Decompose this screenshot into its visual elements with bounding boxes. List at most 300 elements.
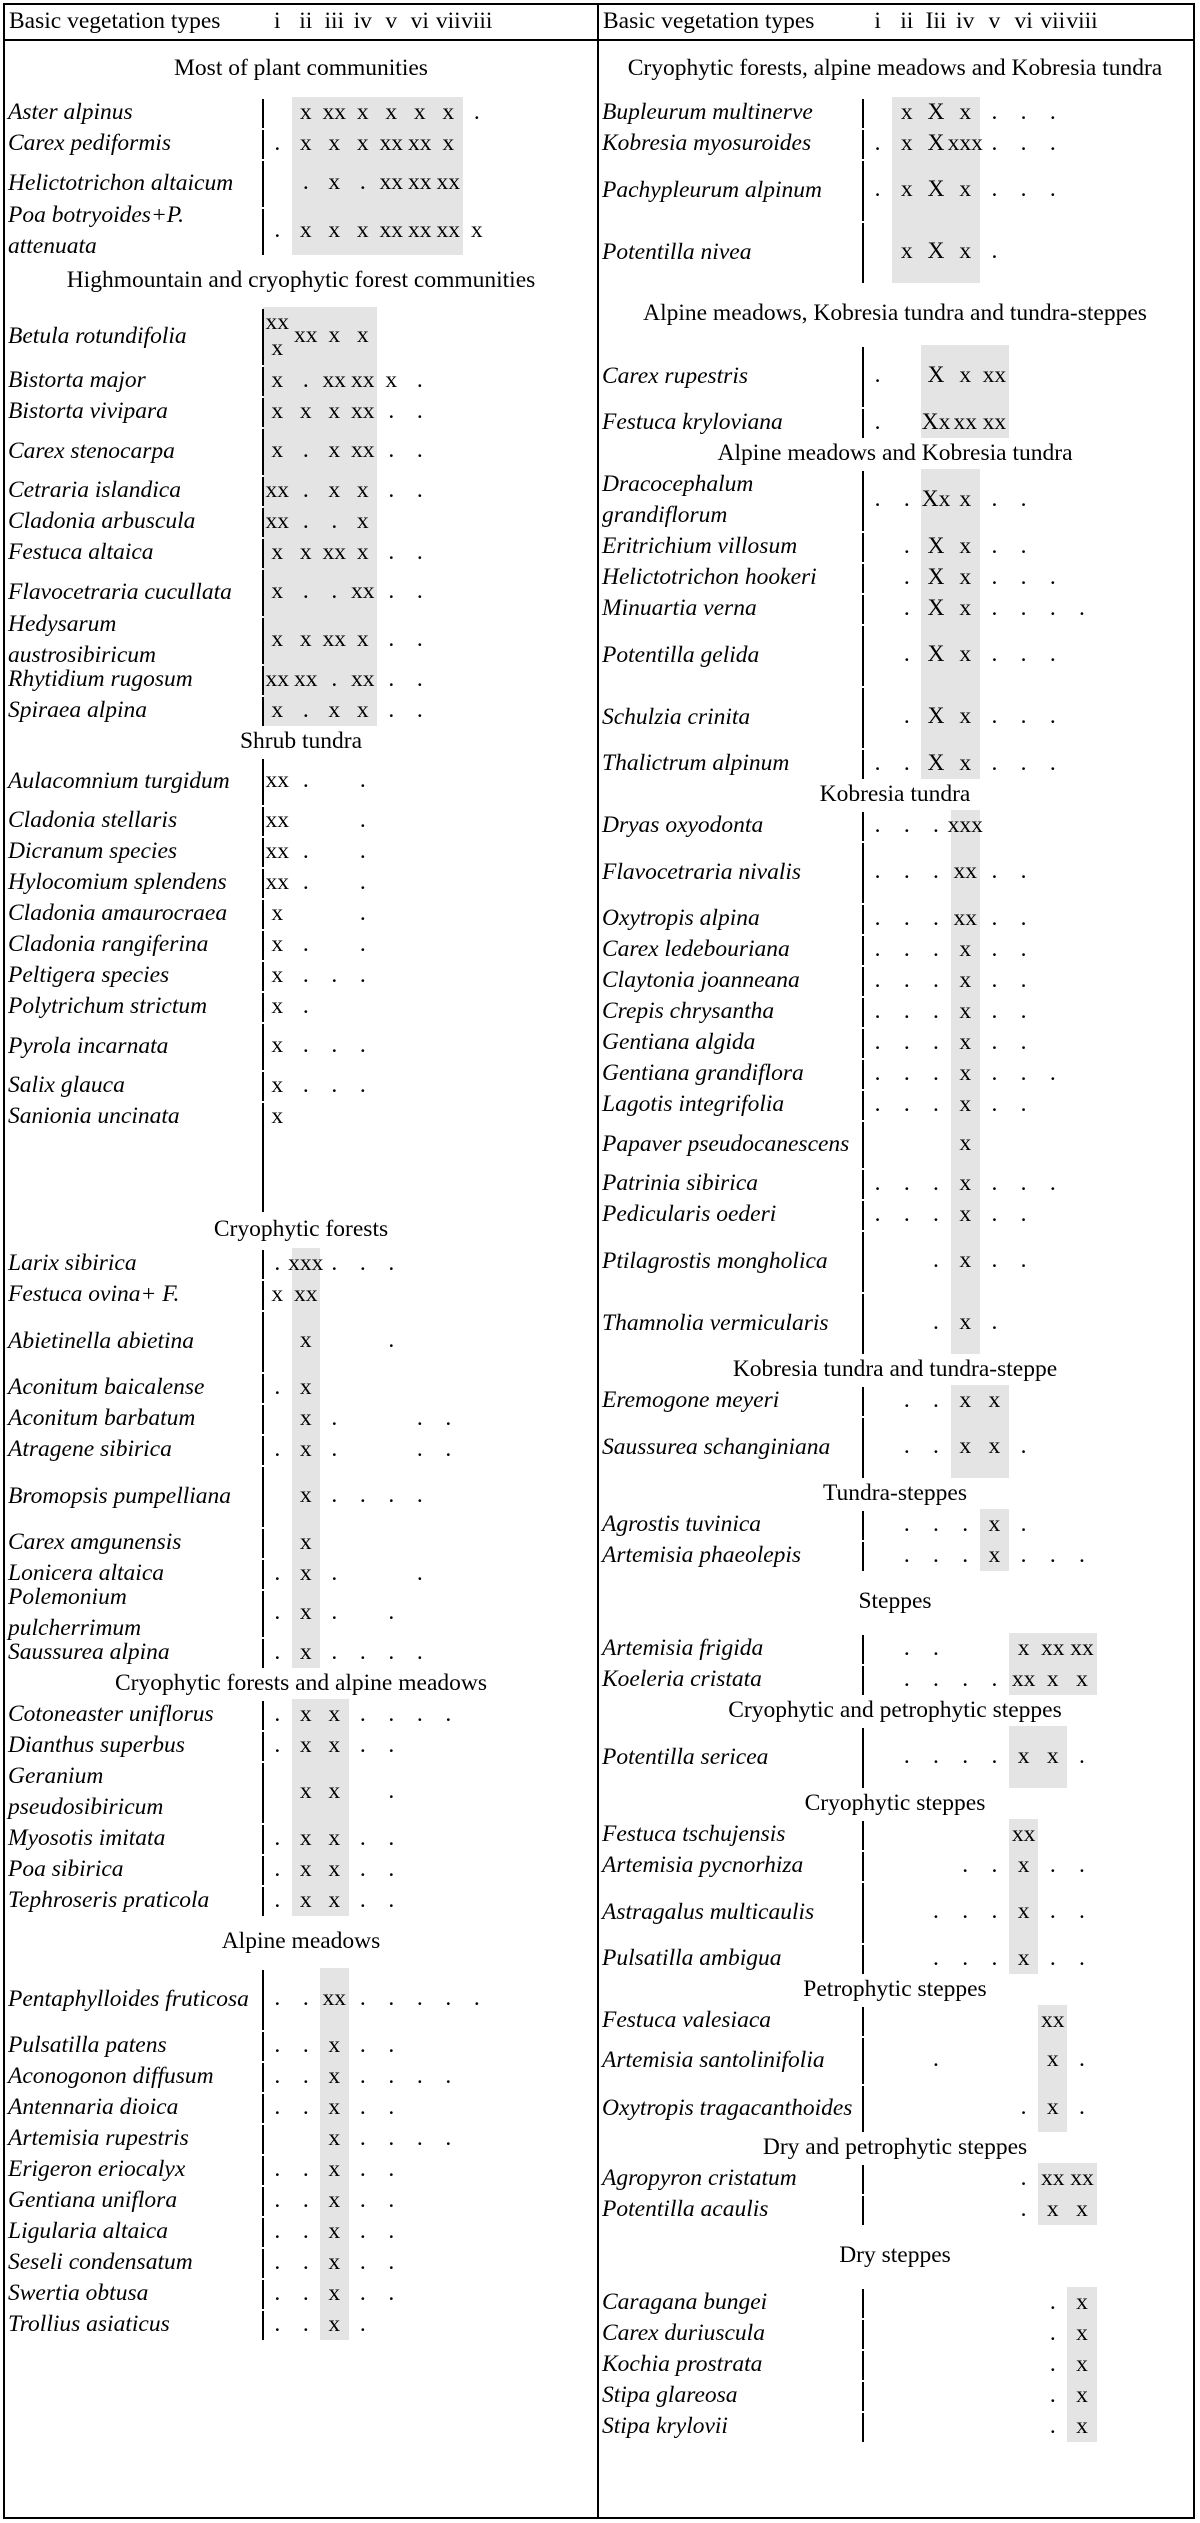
- left-abundance-mark: x: [299, 1824, 312, 1851]
- left-abundance-mark: .: [445, 1985, 452, 2012]
- left-abundance-mark: .: [416, 1700, 423, 1727]
- left-abundance-mark: x: [299, 1559, 312, 1586]
- left-abundance-mark: .: [388, 538, 395, 565]
- right-name-separator: [862, 2007, 864, 2036]
- left-abundance-mark: .: [302, 476, 309, 503]
- left-abundance-mark: .: [388, 2031, 395, 2058]
- right-abundance-mark: .: [1049, 641, 1056, 668]
- left-abundance-mark: .: [388, 1985, 395, 2012]
- left-abundance-mark: xx: [408, 169, 432, 196]
- left-abundance-mark: x: [328, 1778, 341, 1805]
- right-abundance-mark: .: [1079, 2094, 1085, 2121]
- left-abundance-mark: .: [388, 1599, 395, 1626]
- left-abundance-mark: x: [299, 1886, 312, 1913]
- right-species-name: Stipa glareosa: [602, 2382, 738, 2409]
- right-abundance-mark: .: [874, 129, 881, 156]
- right-abundance-mark: .: [903, 1090, 910, 1117]
- left-abundance-mark: .: [331, 1404, 338, 1431]
- right-abundance-mark: .: [962, 1944, 969, 1971]
- left-abundance-mark: .: [274, 1638, 281, 1665]
- right-abundance-mark: x: [1017, 1944, 1030, 1971]
- right-header-col-7: vii: [1040, 8, 1066, 35]
- right-abundance-mark: .: [991, 563, 998, 590]
- right-species-name: Bupleurum multinerve: [602, 99, 813, 126]
- right-species-name: Flavocetraria nivalis: [602, 858, 802, 885]
- right-abundance-mark: .: [991, 1851, 998, 1878]
- left-abundance-mark: xx: [351, 665, 375, 692]
- left-abundance-mark: xx: [322, 1985, 346, 2012]
- right-abundance-mark: .: [1020, 858, 1027, 885]
- left-abundance-mark: x: [442, 98, 455, 125]
- left-abundance-mark: .: [388, 2186, 395, 2213]
- right-name-separator: [862, 2320, 864, 2349]
- left-abundance-mark: x: [299, 1700, 312, 1727]
- right-abundance-mark: .: [1020, 1541, 1027, 1568]
- right-abundance-mark: x: [959, 238, 972, 265]
- left-abundance-mark: .: [359, 806, 366, 833]
- left-abundance-mark: x: [299, 1528, 312, 1555]
- left-abundance-mark: x: [299, 1435, 312, 1462]
- right-abundance-mark: .: [1020, 1247, 1027, 1274]
- right-abundance-mark: .: [1020, 997, 1027, 1024]
- right-species-name: Oxytropis alpina: [602, 905, 760, 932]
- left-abundance-mark: x: [328, 2217, 341, 2244]
- left-abundance-mark: x: [328, 2248, 341, 2275]
- left-species-name: Poa botryoides+P. attenuata: [8, 202, 184, 259]
- right-abundance-mark: .: [874, 1059, 881, 1086]
- right-section-heading: Kobresia tundra and tundra-steppe: [732, 1355, 1058, 1382]
- right-abundance-mark: .: [933, 1028, 939, 1055]
- left-abundance-mark: .: [302, 2279, 309, 2306]
- left-abundance-mark: x: [299, 1599, 312, 1626]
- right-abundance-mark: .: [933, 935, 939, 962]
- left-abundance-mark: x: [299, 1638, 312, 1665]
- left-species-name: Lonicera altaica: [8, 1560, 164, 1587]
- right-abundance-mark: x: [1017, 1634, 1030, 1661]
- right-table-row: [5, 2036, 1193, 2084]
- right-species-name: Claytonia joanneana: [602, 967, 800, 994]
- left-abundance-mark: .: [388, 1700, 395, 1727]
- left-abundance-mark: x: [271, 1280, 284, 1307]
- right-abundance-mark: xx: [1011, 1665, 1036, 1692]
- right-abundance-mark: xx: [1070, 2164, 1094, 2191]
- left-abundance-mark: x: [328, 169, 341, 196]
- right-abundance-mark: .: [933, 1634, 939, 1661]
- left-abundance-mark: x: [271, 930, 284, 957]
- right-abundance-mark: x: [959, 1309, 972, 1336]
- left-abundance-mark: xxx: [288, 1249, 324, 1276]
- left-abundance-mark: .: [274, 2031, 281, 2058]
- right-species-name: Lagotis integrifolia: [602, 1091, 785, 1118]
- left-abundance-mark: .: [388, 626, 395, 653]
- left-abundance-mark: .: [359, 1249, 366, 1276]
- right-abundance-mark: .: [903, 935, 910, 962]
- left-abundance-mark: .: [331, 507, 338, 534]
- right-abundance-mark: .: [1079, 594, 1085, 621]
- right-abundance-mark: X: [927, 176, 945, 203]
- left-abundance-mark: .: [388, 1778, 395, 1805]
- right-abundance-mark: x: [1076, 2412, 1088, 2439]
- right-species-name: Potentilla acaulis: [602, 2196, 769, 2223]
- left-species-name: Festuca ovina+ F.: [8, 1281, 180, 1308]
- right-abundance-mark: .: [1020, 904, 1027, 931]
- right-abundance-mark: .: [991, 176, 998, 203]
- right-table-row: [5, 996, 1193, 1027]
- left-abundance-mark: .: [359, 1985, 366, 2012]
- left-header-col-8: viii: [461, 8, 493, 35]
- right-abundance-mark: x: [959, 997, 972, 1024]
- left-species-name: Spiraea alpina: [8, 697, 148, 724]
- right-abundance-mark: .: [1049, 749, 1056, 776]
- right-species-name: Caragana bungei: [602, 2289, 768, 2316]
- right-abundance-mark: x: [988, 1510, 1001, 1537]
- right-header-title: Basic vegetation types: [603, 8, 815, 35]
- left-abundance-mark: .: [388, 1886, 395, 1913]
- right-name-separator: [862, 99, 864, 128]
- right-abundance-mark: .: [1079, 1743, 1085, 1770]
- left-abundance-mark: .: [388, 437, 395, 464]
- left-species-name: Flavocetraria cucullata: [8, 578, 232, 605]
- right-abundance-mark: .: [903, 1386, 910, 1413]
- right-abundance-mark: x: [988, 1433, 1001, 1460]
- left-abundance-mark: x: [356, 98, 369, 125]
- left-abundance-mark: x: [328, 696, 341, 723]
- left-abundance-mark: .: [416, 578, 423, 605]
- right-abundance-mark: .: [933, 1386, 939, 1413]
- left-abundance-mark: .: [416, 437, 423, 464]
- left-species-name: Bistorta vivipara: [8, 398, 168, 425]
- left-abundance-mark: x: [356, 507, 369, 534]
- left-abundance-mark: .: [388, 578, 395, 605]
- left-abundance-mark: xx: [265, 507, 289, 534]
- left-abundance-mark: .: [388, 397, 395, 424]
- right-species-name: Potentilla sericea: [602, 1743, 769, 1770]
- left-abundance-mark: .: [302, 837, 309, 864]
- left-abundance-mark: xx: [436, 217, 460, 244]
- right-table-row: [5, 1850, 1193, 1881]
- right-abundance-mark: X: [927, 532, 945, 559]
- right-abundance-mark: .: [1020, 2094, 1027, 2121]
- right-section-heading: Cryophytic steppes: [804, 1789, 986, 1816]
- left-abundance-mark: xx: [322, 366, 346, 393]
- left-species-name: Geranium pseudosibiricum: [8, 1763, 164, 1820]
- left-abundance-mark: .: [416, 397, 423, 424]
- right-abundance-mark: .: [903, 1433, 910, 1460]
- left-abundance-mark: x: [299, 98, 312, 125]
- left-abundance-mark: .: [388, 1327, 395, 1354]
- left-abundance-mark: .: [274, 1435, 281, 1462]
- right-abundance-mark: x: [959, 362, 972, 389]
- left-abundance-mark: .: [274, 217, 281, 244]
- right-abundance-mark: .: [1020, 1200, 1027, 1227]
- right-abundance-mark: .: [903, 749, 910, 776]
- right-name-separator: [862, 2086, 864, 2132]
- left-abundance-mark: .: [359, 2062, 366, 2089]
- left-abundance-mark: .: [331, 1435, 338, 1462]
- right-table-row: [5, 810, 1193, 841]
- left-abundance-mark: .: [274, 1855, 281, 1882]
- left-abundance-mark: x: [328, 1731, 341, 1758]
- right-abundance-mark: x: [1017, 1743, 1030, 1770]
- left-abundance-mark: x: [356, 626, 369, 653]
- right-abundance-mark: xx: [1041, 1634, 1065, 1661]
- left-abundance-mark: .: [331, 1599, 338, 1626]
- left-abundance-mark: .: [302, 507, 309, 534]
- right-abundance-mark: .: [991, 1059, 998, 1086]
- right-abundance-mark: .: [933, 1169, 939, 1196]
- right-abundance-mark: .: [874, 486, 881, 513]
- right-abundance-mark: .: [874, 176, 881, 203]
- left-species-name: Cladonia rangiferina: [8, 931, 209, 958]
- right-abundance-mark: X: [927, 362, 945, 389]
- right-abundance-mark: .: [903, 594, 910, 621]
- right-header-col-1: i: [874, 8, 881, 35]
- right-abundance-mark: .: [1020, 1433, 1027, 1460]
- right-abundance-mark: x: [1076, 1665, 1088, 1692]
- right-abundance-mark: X: [927, 238, 945, 265]
- left-species-name: Larix sibirica: [8, 1250, 137, 1277]
- right-species-name: Gentiana algida: [602, 1029, 756, 1056]
- right-abundance-mark: .: [1020, 1169, 1027, 1196]
- right-abundance-mark: .: [1020, 532, 1027, 559]
- right-table-row: [5, 1540, 1193, 1571]
- right-name-separator: [862, 1542, 864, 1571]
- left-section-heading: Cryophytic forests and alpine meadows: [115, 1669, 487, 1696]
- right-abundance-mark: .: [991, 594, 998, 621]
- left-species-name: Salix glauca: [8, 1072, 125, 1099]
- right-abundance-mark: .: [903, 966, 910, 993]
- right-abundance-mark: .: [1049, 1851, 1056, 1878]
- right-abundance-mark: .: [1020, 486, 1027, 513]
- left-species-name: Aconitum barbatum: [8, 1405, 196, 1432]
- right-abundance-mark: .: [1079, 1898, 1085, 1925]
- right-species-name: Helictotrichon hookeri: [602, 564, 817, 591]
- right-abundance-mark: xx: [982, 408, 1007, 435]
- right-name-separator: [862, 2351, 864, 2380]
- left-species-name: Poa sibirica: [8, 1856, 124, 1883]
- right-abundance-mark: .: [962, 1541, 969, 1568]
- left-abundance-mark: x: [328, 2062, 341, 2089]
- right-species-name: Patrinia sibirica: [602, 1170, 759, 1197]
- left-abundance-mark: xx: [379, 129, 403, 156]
- left-abundance-mark: .: [445, 1404, 452, 1431]
- left-species-name: Aulacomnium turgidum: [8, 767, 230, 794]
- right-abundance-mark: .: [903, 1634, 910, 1661]
- left-species-name: Seseli condensatum: [8, 2249, 193, 2276]
- left-abundance-mark: .: [302, 2186, 309, 2213]
- right-species-name: Festuca kryloviana: [602, 409, 783, 436]
- right-header-col-4: iv: [956, 8, 975, 35]
- left-abundance-mark: x: [271, 397, 284, 424]
- right-abundance-mark: .: [1020, 176, 1027, 203]
- right-abundance-mark: .: [933, 904, 939, 931]
- right-header-col-3: Iii: [925, 8, 947, 35]
- right-table-row: [5, 1089, 1193, 1120]
- left-abundance-mark: .: [302, 1032, 309, 1059]
- right-abundance-mark: .: [1049, 1169, 1056, 1196]
- left-abundance-mark: .: [359, 767, 366, 794]
- right-abundance-mark: .: [903, 1743, 910, 1770]
- right-abundance-mark: .: [991, 129, 998, 156]
- left-abundance-mark: .: [302, 930, 309, 957]
- left-abundance-mark: .: [302, 1071, 309, 1098]
- left-abundance-mark: .: [302, 2093, 309, 2120]
- left-abundance-mark: .: [388, 1482, 395, 1509]
- left-abundance-mark: .: [445, 1435, 452, 1462]
- left-abundance-mark: .: [388, 2124, 395, 2151]
- left-species-name: Trollius asiaticus: [8, 2311, 170, 2338]
- right-table-row: [5, 1881, 1193, 1943]
- left-abundance-mark: .: [359, 1032, 366, 1059]
- right-abundance-mark: .: [933, 1510, 939, 1537]
- left-abundance-mark: x: [299, 626, 312, 653]
- right-abundance-mark: x: [1017, 1851, 1030, 1878]
- right-table-row: [5, 345, 1193, 407]
- right-abundance-mark: .: [874, 935, 881, 962]
- left-abundance-mark: x: [271, 437, 284, 464]
- right-species-name: Dryas oxyodonta: [602, 812, 764, 839]
- right-abundance-mark: .: [1020, 935, 1027, 962]
- left-abundance-mark: .: [416, 1559, 423, 1586]
- right-name-separator: [862, 1883, 864, 1943]
- left-abundance-mark: x: [299, 538, 312, 565]
- left-abundance-mark: x: [328, 1886, 341, 1913]
- right-abundance-mark: .: [1049, 98, 1056, 125]
- right-name-separator: [862, 533, 864, 562]
- left-abundance-mark: .: [416, 1638, 423, 1665]
- vegetation-table: [3, 3, 1195, 2519]
- right-abundance-mark: .: [991, 1665, 998, 1692]
- left-abundance-mark: .: [416, 1404, 423, 1431]
- right-abundance-mark: x: [900, 238, 913, 265]
- right-abundance-mark: x: [1046, 1665, 1059, 1692]
- left-abundance-mark: xx: [322, 626, 346, 653]
- left-abundance-mark: xx: [294, 1280, 318, 1307]
- right-table-row: [5, 1664, 1193, 1695]
- left-abundance-mark: .: [388, 476, 395, 503]
- left-header-col-7: vii: [435, 8, 461, 35]
- right-name-separator: [862, 1511, 864, 1540]
- left-species-name: Erigeron eriocalyx: [8, 2156, 186, 2183]
- right-species-name: Thamnolia vermicularis: [602, 1309, 829, 1336]
- left-abundance-mark: xx: [294, 665, 318, 692]
- right-abundance-mark: x: [959, 1028, 972, 1055]
- left-abundance-mark: x: [271, 961, 284, 988]
- left-abundance-mark: xx: [265, 837, 289, 864]
- right-abundance-mark: .: [991, 1898, 998, 1925]
- right-name-separator: [862, 2382, 864, 2411]
- right-name-separator: [862, 2289, 864, 2318]
- right-abundance-mark: Xx: [921, 486, 951, 513]
- right-abundance-mark: .: [1049, 563, 1056, 590]
- right-species-name: Eremogone meyeri: [602, 1387, 780, 1414]
- right-species-name: Papaver pseudocanescens: [602, 1130, 850, 1157]
- right-abundance-mark: .: [1020, 703, 1027, 730]
- right-species-name: Festuca valesiaca: [602, 2007, 772, 2034]
- right-abundance-mark: .: [991, 749, 998, 776]
- right-abundance-mark: .: [1020, 1510, 1027, 1537]
- right-abundance-mark: .: [874, 1200, 881, 1227]
- right-table-row: [5, 2411, 1193, 2442]
- left-abundance-mark: .: [302, 992, 309, 1019]
- left-header-col-5: v: [385, 8, 398, 35]
- right-abundance-mark: .: [903, 1200, 910, 1227]
- right-abundance-mark: .: [933, 1665, 939, 1692]
- left-abundance-mark: x: [413, 98, 426, 125]
- right-species-name: Gentiana grandiflora: [602, 1060, 804, 1087]
- right-abundance-mark: x: [1046, 2046, 1059, 2073]
- right-abundance-mark: .: [1020, 594, 1027, 621]
- right-abundance-mark: xx: [1041, 2164, 1065, 2191]
- right-species-name: Potentilla gelida: [602, 641, 760, 668]
- right-abundance-mark: .: [1020, 2164, 1027, 2191]
- left-abundance-mark: .: [302, 2155, 309, 2182]
- right-table-row: [5, 1633, 1193, 1664]
- right-table-row: [5, 159, 1193, 221]
- left-abundance-mark: xx: [265, 868, 289, 895]
- right-species-name: Artemisia santolinifolia: [602, 2046, 825, 2073]
- right-table-row: [5, 1027, 1193, 1058]
- right-species-name: Agrostis tuvinica: [602, 1511, 762, 1538]
- left-species-name: Hedysarum austrosibiricum: [8, 611, 156, 668]
- left-abundance-mark: .: [388, 1638, 395, 1665]
- right-abundance-mark: x: [959, 1247, 972, 1274]
- right-abundance-mark: .: [1020, 966, 1027, 993]
- right-abundance-mark: .: [1049, 594, 1056, 621]
- left-abundance-mark: .: [302, 1985, 309, 2012]
- left-abundance-mark: .: [388, 2279, 395, 2306]
- left-species-name: Aster alpinus: [8, 99, 133, 126]
- left-abundance-mark: .: [331, 1638, 338, 1665]
- right-abundance-mark: .: [991, 1247, 998, 1274]
- left-abundance-mark: .: [445, 2124, 452, 2151]
- left-abundance-mark: x: [328, 2279, 341, 2306]
- left-abundance-mark: xx: [379, 169, 403, 196]
- left-abundance-mark: .: [302, 437, 309, 464]
- left-species-name: Carex stenocarpa: [8, 437, 175, 464]
- right-abundance-mark: .: [874, 966, 881, 993]
- left-abundance-mark: x: [328, 476, 341, 503]
- right-abundance-mark: .: [903, 1665, 910, 1692]
- right-abundance-mark: .: [874, 408, 881, 435]
- right-abundance-mark: x: [1046, 2094, 1059, 2121]
- right-table-row: [5, 1509, 1193, 1540]
- right-abundance-mark: x: [1046, 1743, 1059, 1770]
- left-abundance-mark: .: [416, 696, 423, 723]
- left-abundance-mark: x: [328, 322, 341, 349]
- right-abundance-mark: X: [927, 641, 945, 668]
- right-abundance-mark: .: [933, 811, 939, 838]
- left-abundance-mark: xx: [351, 366, 375, 393]
- right-species-name: Artemisia pycnorhiza: [602, 1852, 804, 1879]
- left-abundance-mark: .: [331, 578, 338, 605]
- right-abundance-mark: .: [991, 486, 998, 513]
- right-species-name: Festuca tschujensis: [602, 1821, 786, 1848]
- right-section-heading: Kobresia tundra: [819, 780, 971, 807]
- left-species-name: Betula rotundifolia: [8, 322, 187, 349]
- right-abundance-mark: .: [903, 563, 910, 590]
- left-abundance-mark: .: [274, 2155, 281, 2182]
- right-species-name: Minuartia verna: [602, 595, 757, 622]
- right-name-separator: [862, 1232, 864, 1292]
- left-species-name: Gentiana uniflora: [8, 2187, 178, 2214]
- left-abundance-mark: .: [359, 1824, 366, 1851]
- right-abundance-mark: x: [1076, 2350, 1088, 2377]
- left-abundance-mark: x: [442, 129, 455, 156]
- right-abundance-mark: .: [874, 1028, 881, 1055]
- right-species-name: Ptilagrostis mongholica: [602, 1247, 828, 1274]
- right-abundance-mark: xx: [1041, 2006, 1065, 2033]
